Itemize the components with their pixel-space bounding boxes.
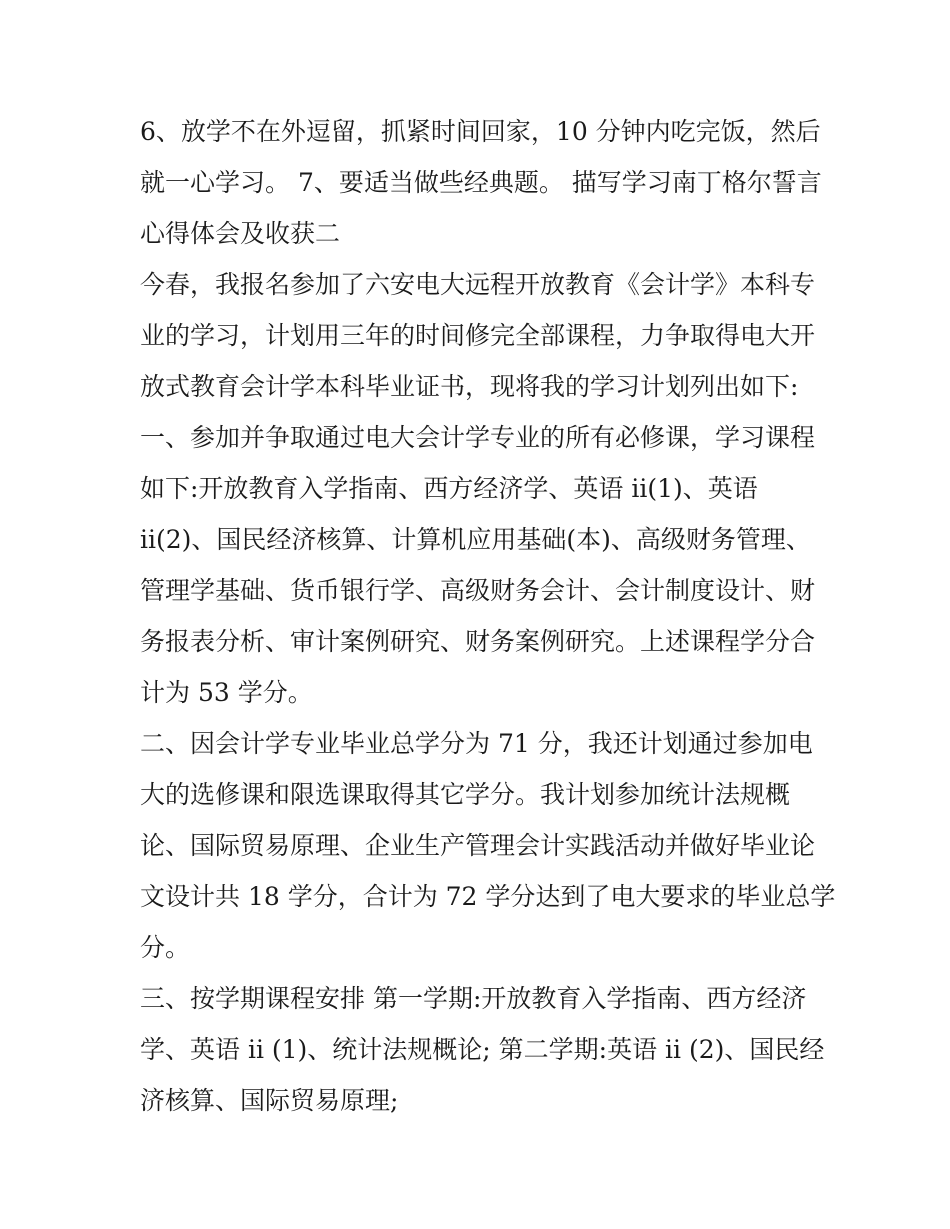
text-line: 大的选修课和限选课取得其它学分。我计划参加统计法规概 [140,780,791,809]
text-line: 一、参加并争取通过电大会计学专业的所有必修课，学习课程 [140,423,816,452]
text-line: 务报表分析、审计案例研究、财务案例研究。上述课程学分合 [140,627,816,656]
text-line: 心得体会及收获二 [140,219,341,248]
text-line: 二、因会计学专业毕业总学分为 71 分，我还计划通过参加电 [140,729,813,758]
text-line: 如下:开放教育入学指南、西方经济学、英语 ii(1)、英语 [140,474,758,503]
text-line: 计为 53 学分。 [140,678,313,707]
text-line: 业的学习，计划用三年的时间修完全部课程，力争取得电大开 [140,321,816,350]
text-line: 分。 [140,933,191,962]
text-line: 文设计共 18 学分，合计为 72 学分达到了电大要求的毕业总学 [140,882,836,911]
text-line: 学、英语 ii (1)、统计法规概论; 第二学期:英语 ii (2)、国民经 [140,1035,825,1064]
text-line: 三、按学期课程安排 第一学期:开放教育入学指南、西方经济 [140,984,807,1013]
text-line: 济核算、国际贸易原理; [140,1086,399,1115]
text-line: 论、国际贸易原理、企业生产管理会计实践活动并做好毕业论 [140,831,816,860]
text-line: 放式教育会计学本科毕业证书，现将我的学习计划列出如下: [140,372,799,401]
text-line: ii(2)、国民经济核算、计算机应用基础(本)、高级财务管理、 [140,525,811,554]
text-line: 6、放学不在外逗留，抓紧时间回家，10 分钟内吃完饭，然后 [140,117,821,146]
text-line: 管理学基础、货币银行学、高级财务会计、会计制度设计、财 [140,576,816,605]
text-line: 就一心学习。 7、要适当做些经典题。 描写学习南丁格尔誓言 [140,168,822,197]
document-body [140,106,836,1126]
text-line: 今春，我报名参加了六安电大远程开放教育《会计学》本科专 [140,270,816,299]
